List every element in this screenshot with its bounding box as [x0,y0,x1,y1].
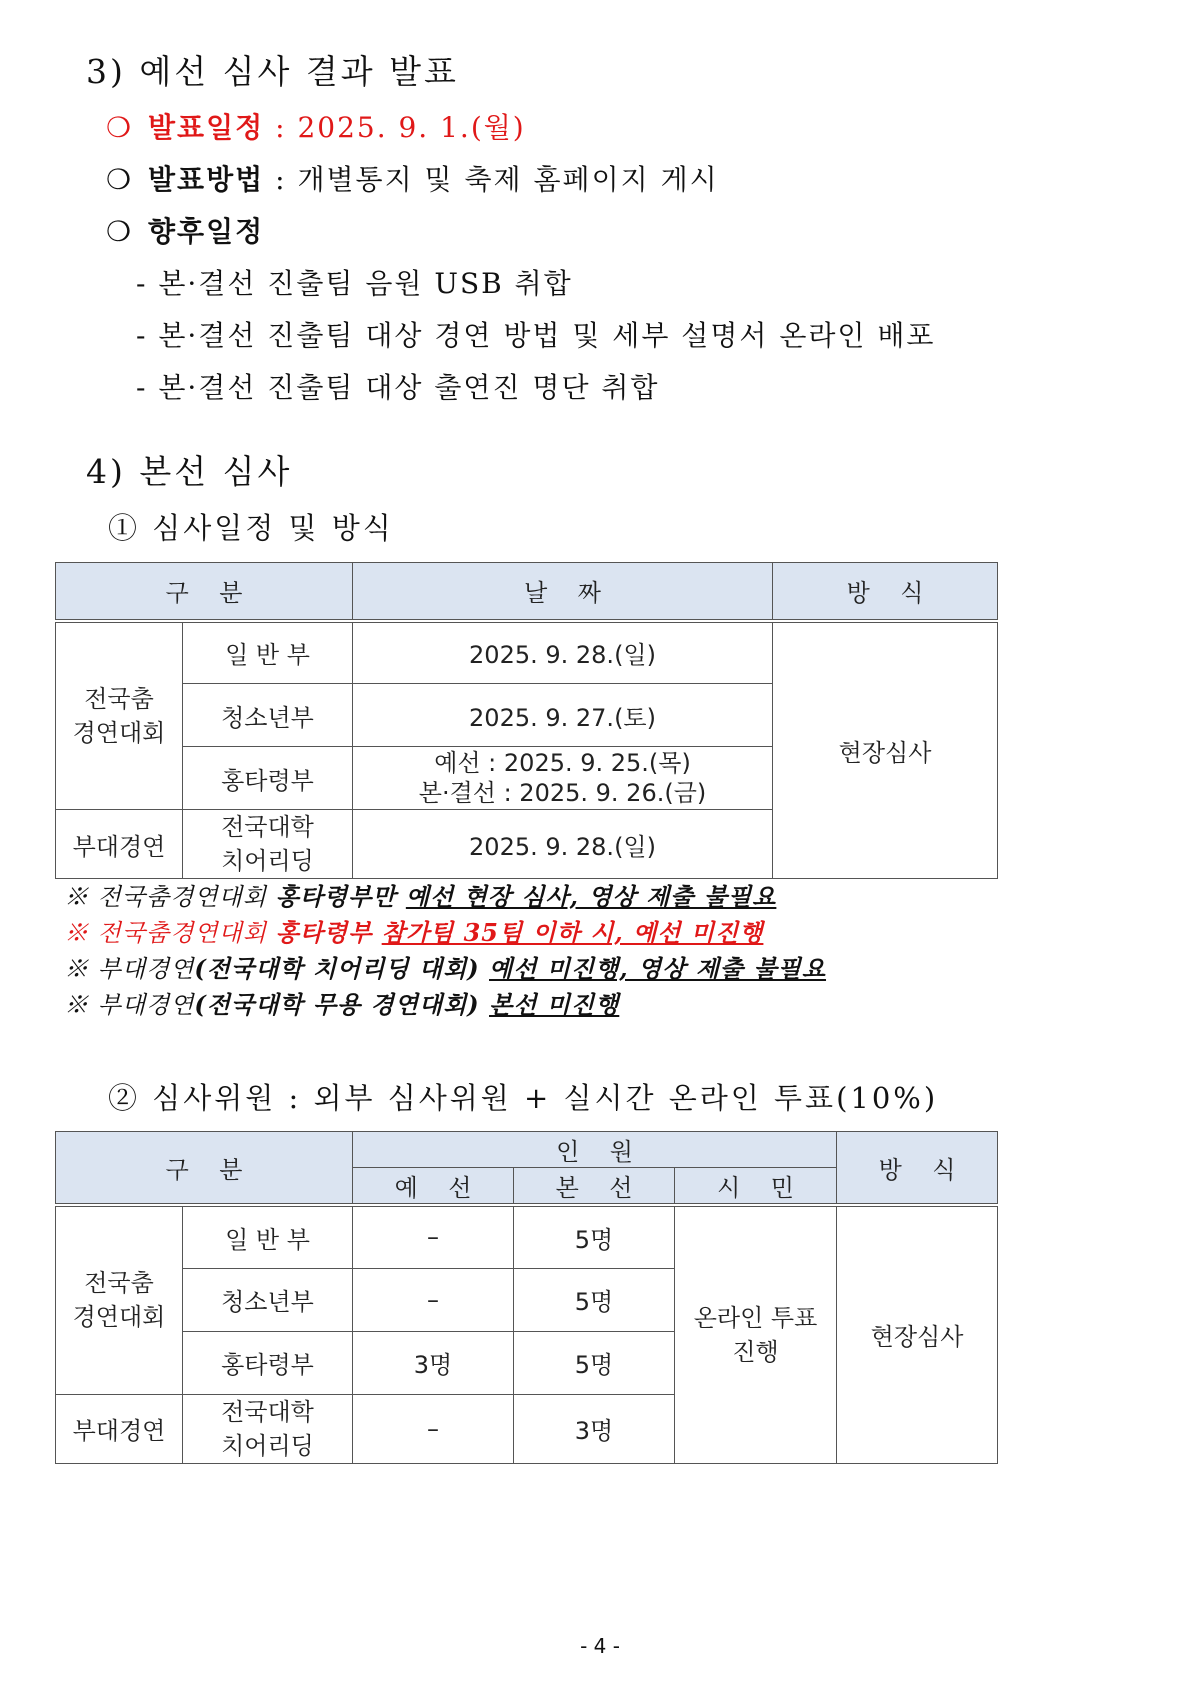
division-cell: 전국대학 치어리딩 [183,810,353,879]
main-cell: 5명 [514,1268,675,1331]
announce-date-line [106,106,526,146]
division-cell: 청소년부 [183,1268,353,1331]
note-underlined: 예선 미진행, 영상 제출 불필요 [489,954,827,983]
note-mark: ※ [64,955,98,983]
note-plain: 전국춤경연대회 [97,883,276,911]
note-mark: ※ [64,991,98,1019]
col-header-method: 방 식 [773,563,998,621]
note-bold: 홍타령부만 [275,882,406,911]
method-cell: 현장심사 [773,621,998,879]
note-line [64,913,763,948]
future-item: - 본·결선 진출팀 대상 경연 방법 및 세부 설명서 온라인 배포 [136,319,936,352]
future-item: - 본·결선 진출팀 음원 USB 취합 [136,267,573,300]
group-side-contest: 부대경연 [56,1394,183,1463]
note-underlined: 본선 미진행 [489,990,620,1019]
announce-method-line [106,158,719,198]
division-cell: 청소년부 [183,684,353,747]
method-cell: 현장심사 [837,1205,998,1463]
note-bold: 홍타령부 [275,918,382,947]
table-row [56,1205,998,1268]
group-national-dance: 전국춤 경연대회 [56,621,183,810]
announce-method-value: : 개별통지 및 축제 홈페이지 게시 [264,163,719,196]
date-cell: 2025. 9. 28.(일) [353,621,773,684]
note-line [64,877,776,912]
note-bold: (전국대학 치어리딩 대회) [194,954,490,983]
col-header-category: 구 분 [56,1132,353,1206]
citizen-cell: 온라인 투표 진행 [675,1205,837,1463]
col-header-method: 방 식 [837,1132,998,1206]
note-bold: (전국대학 무용 경연대회) [194,990,490,1019]
prelim-cell: – [353,1394,514,1463]
division-cell: 홍타령부 [183,1331,353,1394]
prelim-cell: – [353,1205,514,1268]
circle-bullet-icon: ❍ [106,215,134,248]
table-row [56,621,998,684]
col-header-prelim: 예 선 [353,1168,514,1206]
note-line [64,949,826,984]
judges-subtitle: ② 심사위원 : 외부 심사위원 + 실시간 온라인 투표(10%) [108,1081,939,1115]
note-plain: 전국춤경연대회 [97,919,276,947]
group-national-dance: 전국춤 경연대회 [56,1205,183,1394]
col-header-date: 날 짜 [353,563,773,621]
main-cell: 3명 [514,1394,675,1463]
circle-bullet-icon: ❍ [106,163,134,196]
future-schedule-line [106,210,264,250]
note-mark: ※ [64,883,98,911]
section4-title: 4) 본선 심사 [86,452,293,491]
announce-method-label: 발표방법 [148,163,265,196]
prelim-cell: 3명 [353,1331,514,1394]
prelim-cell: – [353,1268,514,1331]
col-header-citizen: 시 민 [675,1168,837,1206]
division-cell: 전국대학 치어리딩 [183,1394,353,1463]
division-cell: 일 반 부 [183,621,353,684]
note-underlined: 예선 현장 심사, 영상 제출 불필요 [405,882,777,911]
future-schedule-label: 향후일정 [148,215,265,248]
schedule-subtitle: ① 심사일정 및 방식 [108,511,394,545]
note-line [64,985,619,1020]
date-cell: 예선 : 2025. 9. 25.(목) 본·결선 : 2025. 9. 26.(금) [353,747,773,810]
note-mark: ※ [64,919,98,947]
col-header-main: 본 선 [514,1168,675,1206]
col-header-personnel: 인 원 [353,1132,837,1168]
note-plain: 부대경연 [97,991,195,1019]
main-cell: 5명 [514,1331,675,1394]
announce-date-value: : 2025. 9. 1.(월) [264,111,526,144]
col-header-category: 구 분 [56,563,353,621]
group-side-contest: 부대경연 [56,810,183,879]
judges-table [55,1131,998,1464]
announce-date-label: 발표일정 [148,111,265,144]
date-cell: 2025. 9. 27.(토) [353,684,773,747]
future-item: - 본·결선 진출팀 대상 출연진 명단 취합 [136,371,660,404]
note-plain: 부대경연 [97,955,195,983]
section3-title: 3) 예선 심사 결과 발표 [86,52,459,91]
division-cell: 홍타령부 [183,747,353,810]
date-cell: 2025. 9. 28.(일) [353,810,773,879]
page-number: - 4 - [580,1634,620,1658]
division-cell: 일 반 부 [183,1205,353,1268]
main-cell: 5명 [514,1205,675,1268]
circle-bullet-icon: ❍ [106,111,134,144]
schedule-table [55,562,998,879]
note-underlined: 참가팀 35팀 이하 시, 예선 미진행 [381,918,764,947]
